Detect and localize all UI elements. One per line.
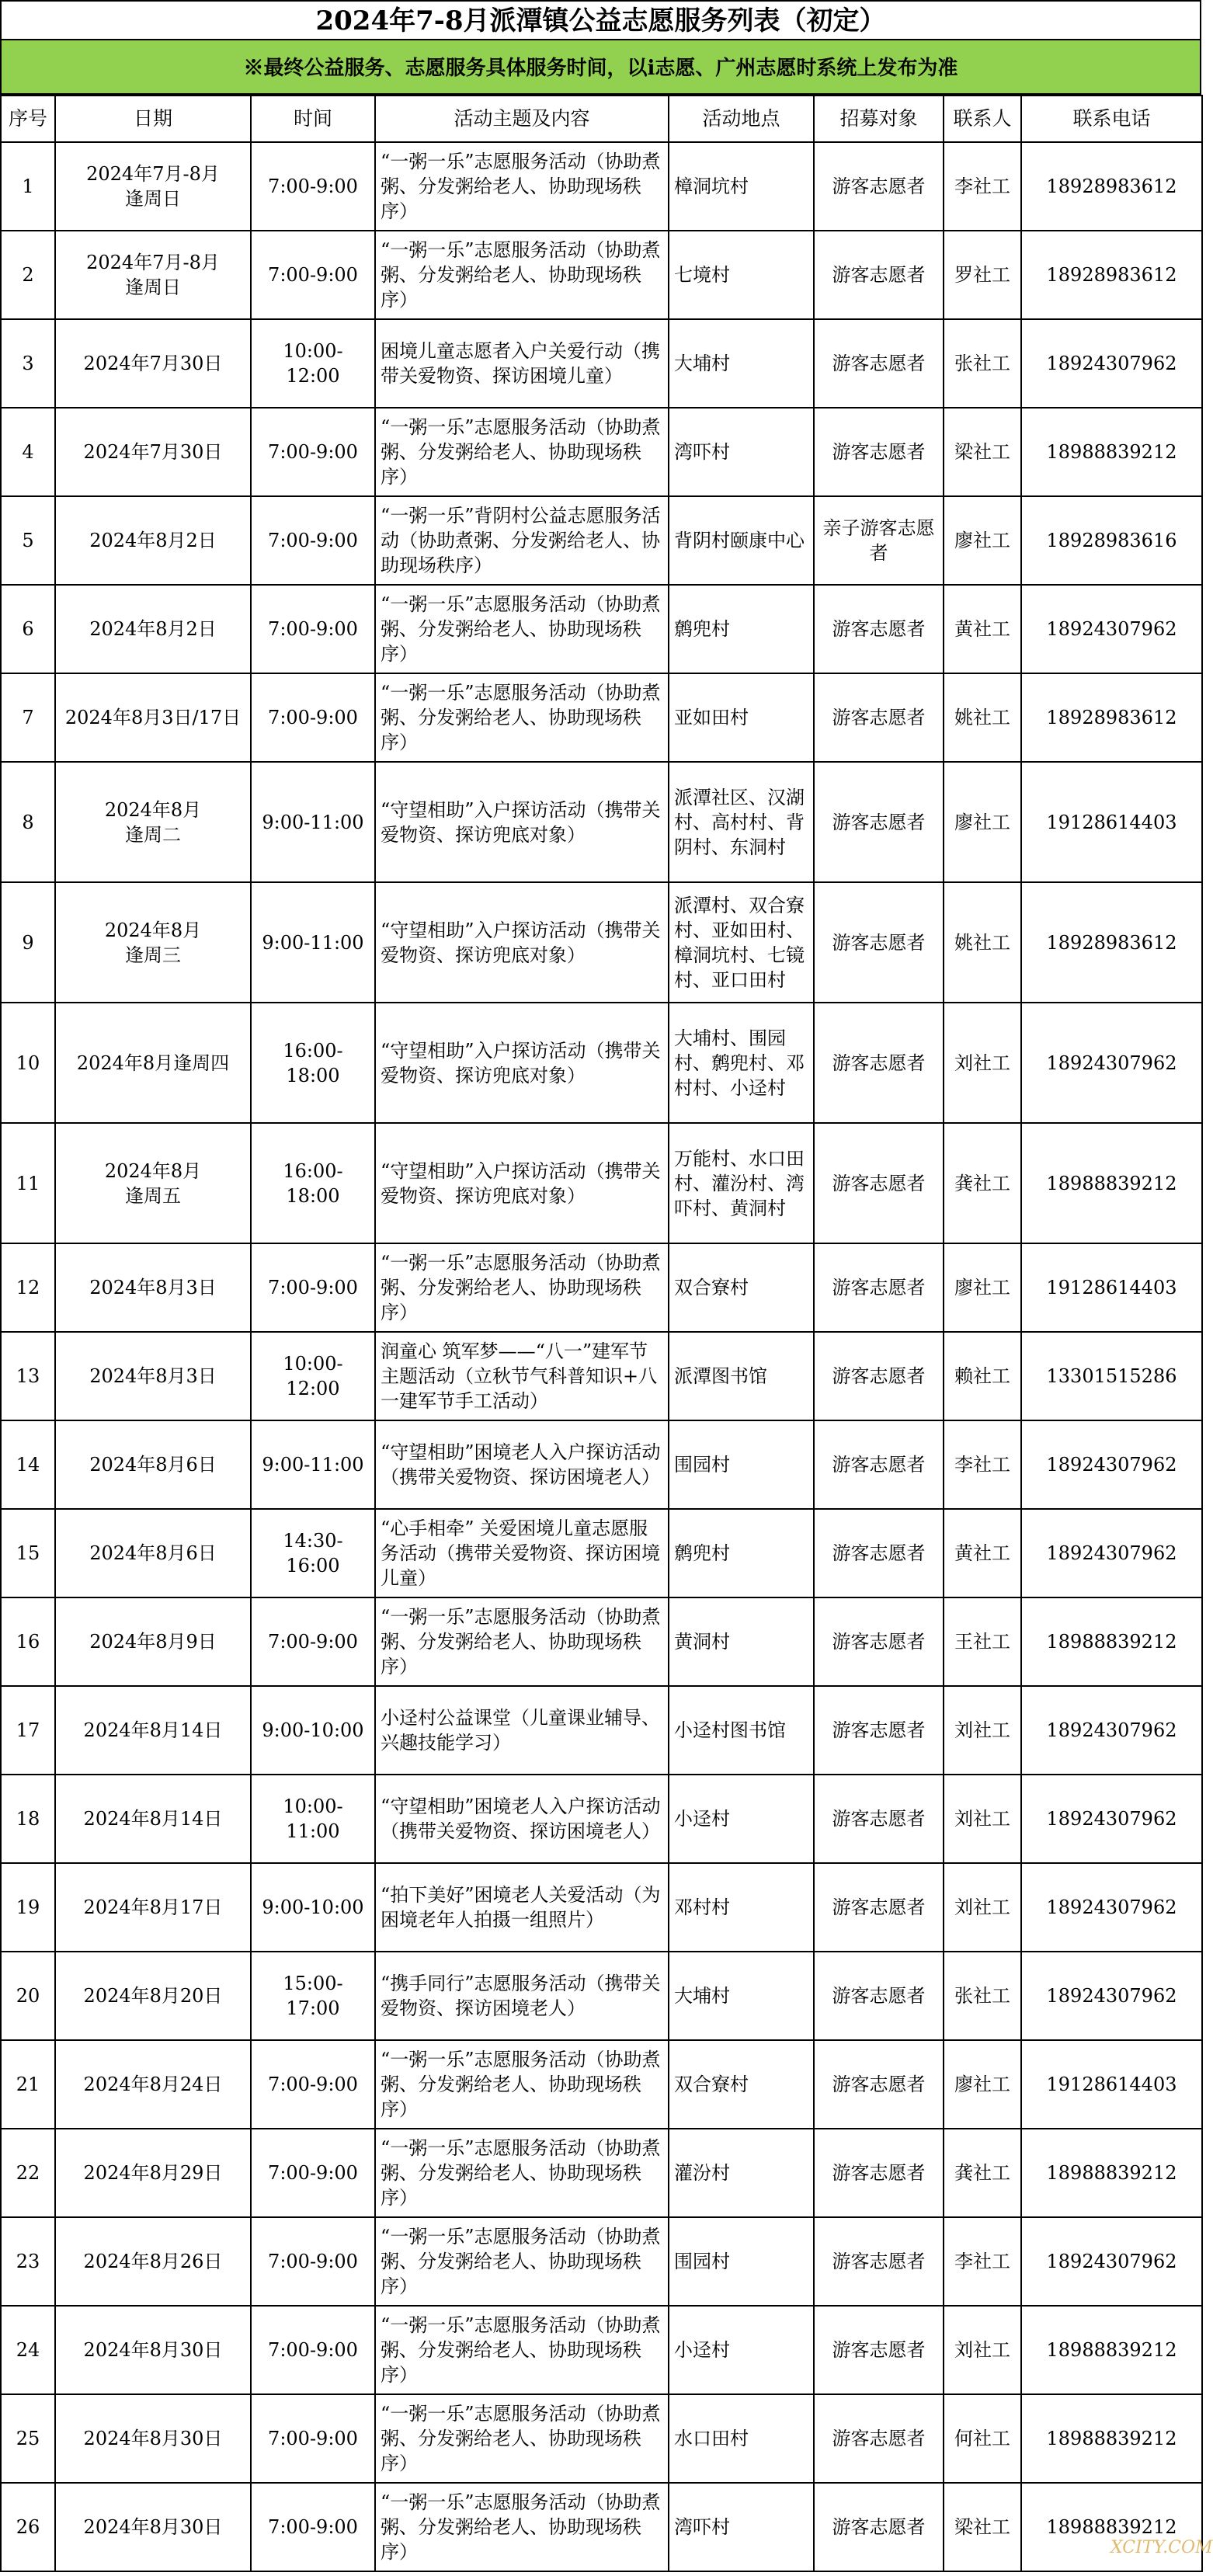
cell-phone: 18988839212 bbox=[1021, 1597, 1202, 1686]
cell-date: 2024年8月20日 bbox=[55, 1952, 251, 2040]
cell-phone: 18924307962 bbox=[1021, 1420, 1202, 1509]
cell-contact: 梁社工 bbox=[944, 408, 1021, 496]
cell-place: 七境村 bbox=[669, 231, 814, 319]
cell-place: 黄洞村 bbox=[669, 1597, 814, 1686]
cell-phone: 18988839212 bbox=[1021, 2483, 1202, 2571]
cell-content: “一粥一乐”志愿服务活动（协助煮粥、分发粥给老人、协助现场秩序） bbox=[375, 2306, 669, 2394]
cell-time: 7:00-9:00 bbox=[251, 142, 375, 231]
table-row bbox=[1, 2394, 1202, 2483]
table-row bbox=[1, 585, 1202, 673]
table-row bbox=[1, 2483, 1202, 2571]
cell-contact: 梁社工 bbox=[944, 2483, 1021, 2571]
cell-time: 7:00-9:00 bbox=[251, 231, 375, 319]
cell-date: 2024年7月-8月 逢周日 bbox=[55, 231, 251, 319]
cell-content: “一粥一乐”志愿服务活动（协助煮粥、分发粥给老人、协助现场秩序） bbox=[375, 585, 669, 673]
cell-target: 游客志愿者 bbox=[814, 1775, 944, 1863]
cell-time: 7:00-9:00 bbox=[251, 2217, 375, 2306]
cell-phone: 19128614403 bbox=[1021, 2040, 1202, 2129]
cell-target: 游客志愿者 bbox=[814, 1420, 944, 1509]
cell-contact: 李社工 bbox=[944, 142, 1021, 231]
cell-no: 12 bbox=[1, 1243, 55, 1332]
header-no: 序号 bbox=[1, 96, 55, 142]
header-time: 时间 bbox=[251, 96, 375, 142]
cell-target: 游客志愿者 bbox=[814, 1123, 944, 1243]
cell-content: “一粥一乐”志愿服务活动（协助煮粥、分发粥给老人、协助现场秩序） bbox=[375, 2040, 669, 2129]
cell-time: 16:00-18:00 bbox=[251, 1003, 375, 1123]
cell-time: 7:00-9:00 bbox=[251, 673, 375, 762]
cell-phone: 19128614403 bbox=[1021, 762, 1202, 882]
watermark: XCITY.COM bbox=[1110, 2538, 1213, 2557]
cell-target: 游客志愿者 bbox=[814, 142, 944, 231]
cell-date: 2024年8月2日 bbox=[55, 496, 251, 585]
cell-phone: 18924307962 bbox=[1021, 1003, 1202, 1123]
cell-place: 围园村 bbox=[669, 1420, 814, 1509]
cell-place: 围园村 bbox=[669, 2217, 814, 2306]
cell-contact: 何社工 bbox=[944, 2394, 1021, 2483]
cell-contact: 龚社工 bbox=[944, 1123, 1021, 1243]
cell-content: “拍下美好”困境老人关爱活动（为困境老年人拍摄一组照片） bbox=[375, 1863, 669, 1952]
cell-contact: 张社工 bbox=[944, 1952, 1021, 2040]
table-row bbox=[1, 1597, 1202, 1686]
cell-no: 3 bbox=[1, 319, 55, 408]
table-row bbox=[1, 762, 1202, 882]
cell-date: 2024年8月6日 bbox=[55, 1420, 251, 1509]
cell-phone: 18924307962 bbox=[1021, 2217, 1202, 2306]
cell-no: 22 bbox=[1, 2129, 55, 2217]
cell-time: 16:00-18:00 bbox=[251, 1123, 375, 1243]
header-phone: 联系电话 bbox=[1021, 96, 1202, 142]
cell-place: 邓村村 bbox=[669, 1863, 814, 1952]
cell-date: 2024年8月14日 bbox=[55, 1686, 251, 1775]
cell-no: 19 bbox=[1, 1863, 55, 1952]
cell-no: 4 bbox=[1, 408, 55, 496]
table-row bbox=[1, 1952, 1202, 2040]
cell-phone: 18928983612 bbox=[1021, 231, 1202, 319]
cell-place: 鹩兜村 bbox=[669, 1509, 814, 1597]
cell-target: 游客志愿者 bbox=[814, 1243, 944, 1332]
table-row bbox=[1, 142, 1202, 231]
cell-phone: 18928983612 bbox=[1021, 142, 1202, 231]
cell-date: 2024年8月17日 bbox=[55, 1863, 251, 1952]
table-row bbox=[1, 1775, 1202, 1863]
cell-contact: 姚社工 bbox=[944, 673, 1021, 762]
cell-target: 游客志愿者 bbox=[814, 1509, 944, 1597]
cell-date: 2024年8月3日/17日 bbox=[55, 673, 251, 762]
cell-content: “心手相牵” 关爱困境儿童志愿服务活动（携带关爱物资、探访困境儿童） bbox=[375, 1509, 669, 1597]
cell-place: 大埔村 bbox=[669, 319, 814, 408]
table-row bbox=[1, 408, 1202, 496]
cell-content: “一粥一乐”志愿服务活动（协助煮粥、分发粥给老人、协助现场秩序） bbox=[375, 1243, 669, 1332]
cell-date: 2024年8月24日 bbox=[55, 2040, 251, 2129]
cell-no: 2 bbox=[1, 231, 55, 319]
cell-target: 游客志愿者 bbox=[814, 2483, 944, 2571]
cell-time: 7:00-9:00 bbox=[251, 1597, 375, 1686]
cell-target: 游客志愿者 bbox=[814, 1952, 944, 2040]
cell-target: 游客志愿者 bbox=[814, 231, 944, 319]
table-body bbox=[1, 142, 1202, 2571]
cell-target: 游客志愿者 bbox=[814, 1863, 944, 1952]
cell-contact: 廖社工 bbox=[944, 496, 1021, 585]
cell-place: 派潭图书馆 bbox=[669, 1332, 814, 1420]
table-row bbox=[1, 2040, 1202, 2129]
cell-time: 9:00-11:00 bbox=[251, 762, 375, 882]
cell-target: 游客志愿者 bbox=[814, 2306, 944, 2394]
cell-time: 7:00-9:00 bbox=[251, 2483, 375, 2571]
cell-no: 21 bbox=[1, 2040, 55, 2129]
cell-time: 7:00-9:00 bbox=[251, 496, 375, 585]
cell-no: 13 bbox=[1, 1332, 55, 1420]
table-row bbox=[1, 882, 1202, 1003]
cell-content: “守望相助”入户探访活动（携带关爱物资、探访兜底对象） bbox=[375, 882, 669, 1003]
cell-time: 7:00-9:00 bbox=[251, 2306, 375, 2394]
cell-content: “一粥一乐”志愿服务活动（协助煮粥、分发粥给老人、协助现场秩序） bbox=[375, 142, 669, 231]
cell-content: “守望相助”入户探访活动（携带关爱物资、探访兜底对象） bbox=[375, 1003, 669, 1123]
cell-no: 24 bbox=[1, 2306, 55, 2394]
cell-time: 7:00-9:00 bbox=[251, 2394, 375, 2483]
cell-contact: 黄社工 bbox=[944, 1509, 1021, 1597]
cell-time: 9:00-11:00 bbox=[251, 1420, 375, 1509]
cell-time: 7:00-9:00 bbox=[251, 2129, 375, 2217]
cell-contact: 刘社工 bbox=[944, 1863, 1021, 1952]
cell-contact: 龚社工 bbox=[944, 2129, 1021, 2217]
cell-date: 2024年7月30日 bbox=[55, 408, 251, 496]
cell-time: 7:00-9:00 bbox=[251, 408, 375, 496]
table-row bbox=[1, 319, 1202, 408]
cell-no: 8 bbox=[1, 762, 55, 882]
cell-contact: 刘社工 bbox=[944, 1686, 1021, 1775]
header-contact: 联系人 bbox=[944, 96, 1021, 142]
cell-content: “一粥一乐”志愿服务活动（协助煮粥、分发粥给老人、协助现场秩序） bbox=[375, 2483, 669, 2571]
cell-date: 2024年8月30日 bbox=[55, 2483, 251, 2571]
cell-contact: 张社工 bbox=[944, 319, 1021, 408]
cell-place: 小迳村 bbox=[669, 2306, 814, 2394]
cell-target: 游客志愿者 bbox=[814, 882, 944, 1003]
cell-target: 游客志愿者 bbox=[814, 2129, 944, 2217]
cell-date: 2024年8月30日 bbox=[55, 2306, 251, 2394]
cell-time: 9:00-10:00 bbox=[251, 1863, 375, 1952]
cell-phone: 18988839212 bbox=[1021, 2129, 1202, 2217]
table-row bbox=[1, 1003, 1202, 1123]
cell-no: 17 bbox=[1, 1686, 55, 1775]
cell-phone: 19128614403 bbox=[1021, 1243, 1202, 1332]
notice-banner: ※最终公益服务、志愿服务具体服务时间，以i志愿、广州志愿时系统上发布为准 bbox=[0, 39, 1201, 95]
cell-date: 2024年8月14日 bbox=[55, 1775, 251, 1863]
cell-date: 2024年8月6日 bbox=[55, 1509, 251, 1597]
cell-place: 亚如田村 bbox=[669, 673, 814, 762]
cell-target: 游客志愿者 bbox=[814, 1003, 944, 1123]
cell-phone: 18928983616 bbox=[1021, 496, 1202, 585]
cell-time: 7:00-9:00 bbox=[251, 1243, 375, 1332]
cell-content: 润童心 筑军梦——“八一”建军节主题活动（立秋节气科普知识+八一建军节手工活动） bbox=[375, 1332, 669, 1420]
cell-place: 小迳村 bbox=[669, 1775, 814, 1863]
table-row bbox=[1, 1509, 1202, 1597]
cell-date: 2024年8月2日 bbox=[55, 585, 251, 673]
cell-place: 水口田村 bbox=[669, 2394, 814, 2483]
table-row bbox=[1, 1243, 1202, 1332]
cell-phone: 18988839212 bbox=[1021, 2394, 1202, 2483]
cell-content: “一粥一乐”志愿服务活动（协助煮粥、分发粥给老人、协助现场秩序） bbox=[375, 408, 669, 496]
cell-content: “携手同行”志愿服务活动（携带关爱物资、探访困境老人） bbox=[375, 1952, 669, 2040]
cell-content: “一粥一乐”志愿服务活动（协助煮粥、分发粥给老人、协助现场秩序） bbox=[375, 1597, 669, 1686]
cell-phone: 18924307962 bbox=[1021, 319, 1202, 408]
cell-content: “守望相助”入户探访活动（携带关爱物资、探访兜底对象） bbox=[375, 762, 669, 882]
cell-date: 2024年7月30日 bbox=[55, 319, 251, 408]
cell-contact: 李社工 bbox=[944, 2217, 1021, 2306]
cell-place: 鹩兜村 bbox=[669, 585, 814, 673]
cell-time: 10:00-11:00 bbox=[251, 1775, 375, 1863]
cell-phone: 18924307962 bbox=[1021, 1863, 1202, 1952]
cell-no: 23 bbox=[1, 2217, 55, 2306]
cell-place: 大埔村、围园村、鹩兜村、邓村村、小迳村 bbox=[669, 1003, 814, 1123]
cell-content: “一粥一乐”志愿服务活动（协助煮粥、分发粥给老人、协助现场秩序） bbox=[375, 2217, 669, 2306]
header-content: 活动主题及内容 bbox=[375, 96, 669, 142]
cell-no: 7 bbox=[1, 673, 55, 762]
table-header-row bbox=[1, 96, 1202, 142]
cell-place: 小迳村图书馆 bbox=[669, 1686, 814, 1775]
table-row bbox=[1, 1420, 1202, 1509]
cell-time: 10:00-12:00 bbox=[251, 1332, 375, 1420]
cell-content: “守望相助”困境老人入户探访活动（携带关爱物资、探访困境老人） bbox=[375, 1775, 669, 1863]
header-date: 日期 bbox=[55, 96, 251, 142]
cell-phone: 13301515286 bbox=[1021, 1332, 1202, 1420]
cell-phone: 18924307962 bbox=[1021, 1775, 1202, 1863]
cell-phone: 18924307962 bbox=[1021, 1686, 1202, 1775]
cell-place: 湾吓村 bbox=[669, 408, 814, 496]
table-row bbox=[1, 2129, 1202, 2217]
cell-contact: 姚社工 bbox=[944, 882, 1021, 1003]
cell-date: 2024年8月 逢周五 bbox=[55, 1123, 251, 1243]
cell-target: 游客志愿者 bbox=[814, 762, 944, 882]
cell-contact: 刘社工 bbox=[944, 1775, 1021, 1863]
cell-date: 2024年8月 逢周三 bbox=[55, 882, 251, 1003]
cell-content: “一粥一乐”志愿服务活动（协助煮粥、分发粥给老人、协助现场秩序） bbox=[375, 2129, 669, 2217]
cell-time: 7:00-9:00 bbox=[251, 2040, 375, 2129]
cell-content: 小迳村公益课堂（儿童课业辅导、兴趣技能学习） bbox=[375, 1686, 669, 1775]
cell-no: 26 bbox=[1, 2483, 55, 2571]
cell-phone: 18928983612 bbox=[1021, 882, 1202, 1003]
cell-no: 6 bbox=[1, 585, 55, 673]
cell-no: 18 bbox=[1, 1775, 55, 1863]
cell-target: 亲子游客志愿者 bbox=[814, 496, 944, 585]
cell-target: 游客志愿者 bbox=[814, 585, 944, 673]
cell-place: 双合寮村 bbox=[669, 2040, 814, 2129]
cell-target: 游客志愿者 bbox=[814, 1686, 944, 1775]
cell-contact: 廖社工 bbox=[944, 1243, 1021, 1332]
cell-place: 大埔村 bbox=[669, 1952, 814, 2040]
table-row bbox=[1, 1332, 1202, 1420]
table-row bbox=[1, 1863, 1202, 1952]
cell-place: 万能村、水口田村、灌汾村、湾吓村、黄洞村 bbox=[669, 1123, 814, 1243]
cell-content: “一粥一乐”志愿服务活动（协助煮粥、分发粥给老人、协助现场秩序） bbox=[375, 231, 669, 319]
cell-target: 游客志愿者 bbox=[814, 673, 944, 762]
cell-time: 9:00-10:00 bbox=[251, 1686, 375, 1775]
cell-place: 派潭村、双合寮村、亚如田村、樟洞坑村、七镜村、亚口田村 bbox=[669, 882, 814, 1003]
cell-no: 9 bbox=[1, 882, 55, 1003]
cell-contact: 李社工 bbox=[944, 1420, 1021, 1509]
cell-time: 14:30-16:00 bbox=[251, 1509, 375, 1597]
cell-phone: 18988839212 bbox=[1021, 2306, 1202, 2394]
cell-contact: 廖社工 bbox=[944, 762, 1021, 882]
cell-phone: 18924307962 bbox=[1021, 585, 1202, 673]
cell-date: 2024年8月 逢周二 bbox=[55, 762, 251, 882]
schedule-table bbox=[0, 95, 1203, 2572]
cell-place: 樟洞坑村 bbox=[669, 142, 814, 231]
table-row bbox=[1, 673, 1202, 762]
cell-time: 9:00-11:00 bbox=[251, 882, 375, 1003]
cell-contact: 赖社工 bbox=[944, 1332, 1021, 1420]
cell-no: 20 bbox=[1, 1952, 55, 2040]
cell-time: 10:00-12:00 bbox=[251, 319, 375, 408]
cell-no: 10 bbox=[1, 1003, 55, 1123]
table-row bbox=[1, 2306, 1202, 2394]
cell-no: 14 bbox=[1, 1420, 55, 1509]
cell-target: 游客志愿者 bbox=[814, 2040, 944, 2129]
cell-target: 游客志愿者 bbox=[814, 1332, 944, 1420]
table-row bbox=[1, 2217, 1202, 2306]
cell-no: 16 bbox=[1, 1597, 55, 1686]
cell-no: 25 bbox=[1, 2394, 55, 2483]
cell-time: 15:00-17:00 bbox=[251, 1952, 375, 2040]
cell-phone: 18988839212 bbox=[1021, 408, 1202, 496]
cell-content: “守望相助”入户探访活动（携带关爱物资、探访兜底对象） bbox=[375, 1123, 669, 1243]
cell-contact: 王社工 bbox=[944, 1597, 1021, 1686]
header-target: 招募对象 bbox=[814, 96, 944, 142]
cell-no: 15 bbox=[1, 1509, 55, 1597]
cell-contact: 罗社工 bbox=[944, 231, 1021, 319]
cell-no: 11 bbox=[1, 1123, 55, 1243]
cell-time: 7:00-9:00 bbox=[251, 585, 375, 673]
cell-date: 2024年7月-8月 逢周日 bbox=[55, 142, 251, 231]
table-row bbox=[1, 496, 1202, 585]
table-row bbox=[1, 231, 1202, 319]
cell-target: 游客志愿者 bbox=[814, 408, 944, 496]
cell-phone: 18988839212 bbox=[1021, 1123, 1202, 1243]
cell-date: 2024年8月3日 bbox=[55, 1332, 251, 1420]
cell-target: 游客志愿者 bbox=[814, 319, 944, 408]
cell-contact: 黄社工 bbox=[944, 585, 1021, 673]
cell-date: 2024年8月26日 bbox=[55, 2217, 251, 2306]
table-row bbox=[1, 1123, 1202, 1243]
cell-no: 1 bbox=[1, 142, 55, 231]
cell-content: “守望相助”困境老人入户探访活动（携带关爱物资、探访困境老人） bbox=[375, 1420, 669, 1509]
cell-place: 湾吓村 bbox=[669, 2483, 814, 2571]
cell-contact: 廖社工 bbox=[944, 2040, 1021, 2129]
cell-content: “一粥一乐”背阴村公益志愿服务活动（协助煮粥、分发粥给老人、协助现场秩序） bbox=[375, 496, 669, 585]
cell-date: 2024年8月9日 bbox=[55, 1597, 251, 1686]
cell-place: 双合寮村 bbox=[669, 1243, 814, 1332]
cell-place: 灌汾村 bbox=[669, 2129, 814, 2217]
cell-content: 困境儿童志愿者入户关爱行动（携带关爱物资、探访困境儿童） bbox=[375, 319, 669, 408]
cell-date: 2024年8月30日 bbox=[55, 2394, 251, 2483]
table-row bbox=[1, 1686, 1202, 1775]
cell-content: “一粥一乐”志愿服务活动（协助煮粥、分发粥给老人、协助现场秩序） bbox=[375, 673, 669, 762]
cell-date: 2024年8月3日 bbox=[55, 1243, 251, 1332]
cell-place: 背阴村颐康中心 bbox=[669, 496, 814, 585]
cell-contact: 刘社工 bbox=[944, 2306, 1021, 2394]
header-place: 活动地点 bbox=[669, 96, 814, 142]
cell-phone: 18924307962 bbox=[1021, 1509, 1202, 1597]
cell-content: “一粥一乐”志愿服务活动（协助煮粥、分发粥给老人、协助现场秩序） bbox=[375, 2394, 669, 2483]
cell-date: 2024年8月逢周四 bbox=[55, 1003, 251, 1123]
cell-target: 游客志愿者 bbox=[814, 2394, 944, 2483]
cell-target: 游客志愿者 bbox=[814, 1597, 944, 1686]
cell-target: 游客志愿者 bbox=[814, 2217, 944, 2306]
cell-phone: 18924307962 bbox=[1021, 1952, 1202, 2040]
cell-contact: 刘社工 bbox=[944, 1003, 1021, 1123]
cell-date: 2024年8月29日 bbox=[55, 2129, 251, 2217]
cell-no: 5 bbox=[1, 496, 55, 585]
page-title: 2024年7-8月派潭镇公益志愿服务列表（初定） bbox=[0, 0, 1201, 39]
cell-place: 派潭社区、汉湖村、高村村、背阴村、东洞村 bbox=[669, 762, 814, 882]
cell-phone: 18928983612 bbox=[1021, 673, 1202, 762]
